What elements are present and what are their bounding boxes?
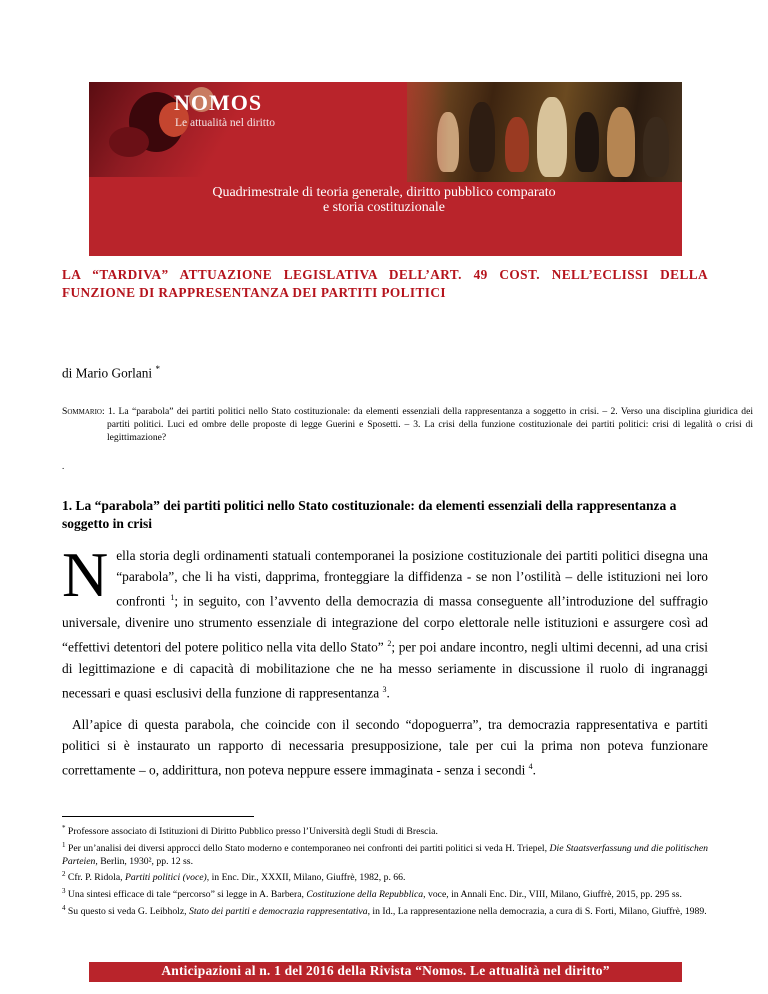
article-summary (62, 405, 753, 445)
article-author (62, 364, 708, 381)
section-heading: 1. La “parabola” dei partiti politici nello Stato costituzionale: da elementi essenziali della rappresentanza a soggetto in crisi (62, 498, 677, 531)
footnote-italic: Stato dei partiti e democrazia rappresentativa (189, 906, 368, 918)
footnote-italic: Die Staatsverfassung und die politischen Parteien (62, 843, 709, 867)
journal-tagline-line1: Quadrimestrale di teoria generale, diritto pubblico comparato (212, 185, 556, 200)
footnote (62, 822, 708, 839)
footnote-text-end: , voce, in Annali Enc. Dir., VIII, Milano, Giuffrè, 2015, pp. 295 ss. (423, 889, 682, 901)
summary-label: Sommario: (62, 406, 105, 417)
article-title: LA “TARDIVA” ATTUAZIONE LEGISLATIVA DELL’ART. 49 COST. NELL’ECLISSI DELLA FUNZIONE DI RAPPRESENTANZA DEI PARTITI POLITICI (62, 267, 708, 300)
journal-tagline-line2: e storia costituzionale (322, 200, 446, 215)
para1-text-b: ; in seguito, con l’avvento della democrazia di massa conseguente all’introduzione del suffragio universale, divenire uno strumento essenziale di integrazione del corpo elettorale nelle istituzioni e assurgere così ad “effettivi detentori del potere politico nella vita dello Stato” (62, 593, 709, 655)
footnote-ref-4[interactable]: 4 (528, 761, 533, 771)
footnote-italic: Partiti politici (voce) (124, 872, 207, 884)
footnote-mark: 2 (62, 870, 66, 879)
footnote-mark: 3 (62, 887, 66, 896)
para2-text-b: . (532, 762, 536, 778)
journal-subtitle: Le attualità nel diritto (175, 117, 275, 129)
footnote-mark: * (62, 824, 66, 832)
para1-text-d: . (386, 685, 390, 701)
footnote-ref-3[interactable]: 3 (382, 685, 387, 695)
footnote (62, 902, 708, 919)
author-name: di Mario Gorlani (62, 365, 153, 381)
footnote-divider (62, 816, 254, 817)
para2-text-a: All’apice di questa parabola, che coincide con il secondo “dopoguerra”, tra democrazia rappresentativa e partiti politici si è instaurato un rapporto di necessaria presupposizione, tale per cui la prima non poteva funzionare correttamente – o, addirittura, non poteva neppure essere immaginata - senza i secondi (62, 717, 708, 778)
footnote-text: Cfr. P. Ridola, (65, 872, 125, 884)
author-footnote-mark[interactable]: * (155, 364, 160, 374)
summary-text: 1. La “parabola” dei partiti politici nello Stato costituzionale: da elementi essenziali della rappresentanza a soggetto in crisi. – 2. Verso una disciplina giuridica dei partiti politici. Luci ed ombre delle proposte di legge Guerini e Sposetti. – 3. La crisi della funzione costituzionale dei partiti politici: crisi di legalità o crisi di legittimazione? (104, 406, 753, 444)
journal-title: NOMOS (174, 90, 263, 115)
body-paragraph-2 (62, 715, 708, 781)
footnote-text-end: , in Enc. Dir., XXXII, Milano, Giuffrè, 1982, p. 66. (206, 872, 406, 884)
footnotes (62, 822, 708, 919)
para1-text-c: ; per poi andare incontro, negli ultimi decenni, ad una crisi di legittimazione e di capacità di mobilitazione che ne ha messo seriamente in discussione il ruolo di ingranaggi necessari e quasi esclusivi della funzione di rappresentanza (62, 639, 708, 701)
footnote-text: Una sintesi efficace di tale “percorso” si legge in A. Barbera, (65, 889, 307, 901)
footnote-text-end: , in Id., La rappresentazione nella democrazia, a cura di S. Forti, Milano, Giuffrè, 1989. (367, 906, 707, 918)
footnote-text: Per un’analisi dei diversi approcci dello Stato moderno e contemporaneo nei confronti dei partiti politici si veda H. Triepel, (65, 843, 550, 855)
drop-cap: N (62, 539, 109, 610)
footnote-italic: Costituzione della Repubblica (306, 889, 424, 901)
para1-text-a: ella storia degli ordinamenti statuali contemporanei la posizione costituzionale dei partiti politici disegna una “parabola”, che li ha visti, dapprima, fronteggiare la diffidenza - se non l’ostilità – delle istituzioni nei loro confronti (116, 548, 708, 609)
footnote-text: Professore associato di Istituzioni di Diritto Pubblico presso l’Università degli Studi di Brescia. (65, 826, 438, 838)
footnote-text: Su questo si veda G. Leibholz, (65, 906, 189, 918)
summary-separator: . (62, 461, 65, 471)
footnote (62, 868, 708, 885)
footnote (62, 885, 708, 902)
banner-fade (369, 82, 449, 182)
body-paragraph-1 (62, 539, 709, 704)
footnote-ref-1[interactable]: 1 (170, 593, 175, 603)
footnote-text-end: , Berlin, 1930², pp. 12 ss. (95, 855, 193, 867)
footnote-ref-2[interactable]: 2 (387, 639, 392, 649)
footer-text: Anticipazioni al n. 1 del 2016 della Rivista “Nomos. Le attualità nel diritto” (161, 963, 610, 978)
footnote-mark: 4 (62, 903, 66, 912)
footnote-mark: 1 (62, 840, 66, 849)
footnote (62, 839, 708, 868)
footer-bar (89, 962, 682, 982)
